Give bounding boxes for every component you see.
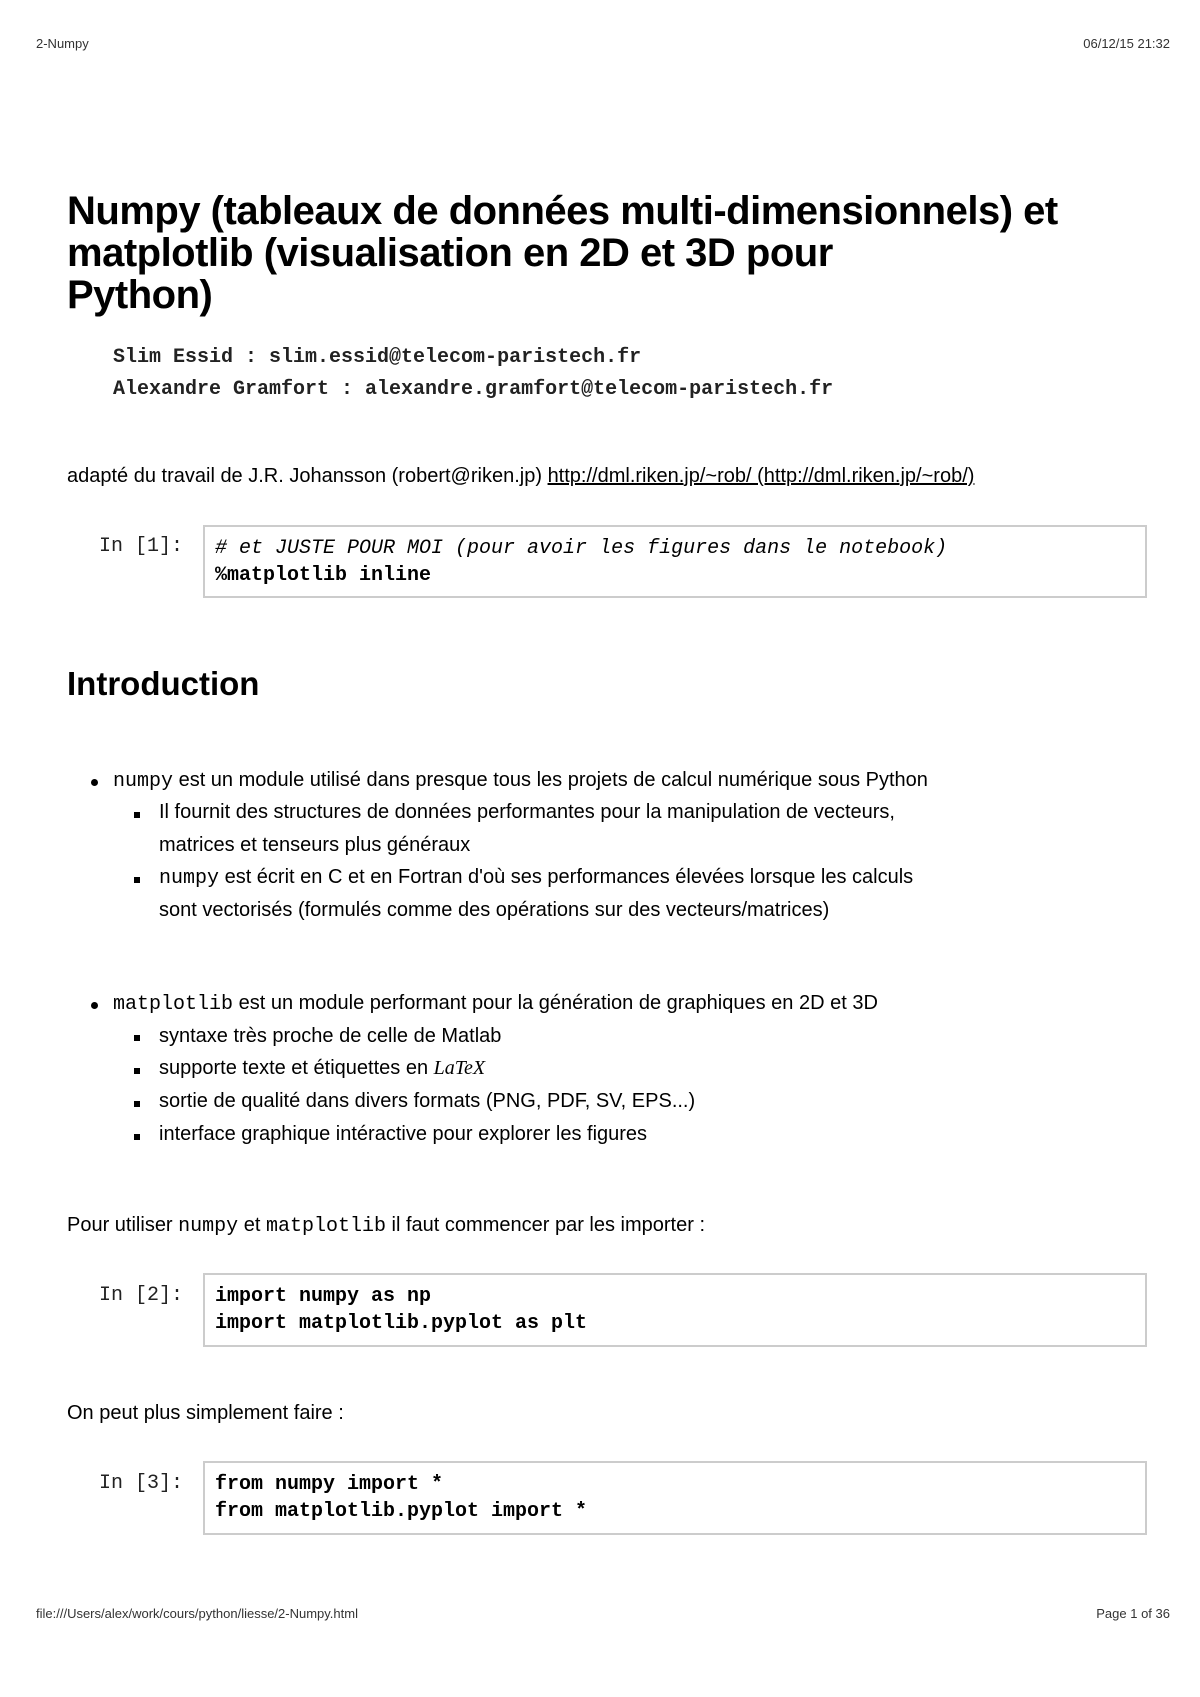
title-line: Python) (67, 273, 213, 317)
cell-prompt: In [2]: (99, 1284, 184, 1307)
footer-page-number: Page 1 of 36 (1096, 1606, 1170, 1621)
list-text: est un module performant pour la génération de graphiques en 2D et 3D (233, 992, 878, 1014)
author-line: Alexandre Gramfort : alexandre.gramfort@telecom-paristech.fr (113, 378, 834, 401)
square-bullet-icon (134, 877, 140, 883)
code-cell[interactable] (203, 1273, 1147, 1347)
text: et (238, 1214, 266, 1236)
code-cell[interactable] (203, 1461, 1147, 1535)
page-header-title: 2-Numpy (36, 36, 89, 51)
section-heading-introduction: Introduction (67, 665, 260, 702)
list-item (159, 866, 913, 890)
footer-url: file:///Users/alex/work/cours/python/liesse/2-Numpy.html (36, 1606, 358, 1621)
inline-code: numpy (178, 1215, 239, 1238)
list-text: est écrit en C et en Fortran d'où ses performances élevées lorsque les calculs (219, 866, 914, 888)
code-line: # et JUSTE POUR MOI (pour avoir les figures dans le notebook) (215, 537, 948, 560)
square-bullet-icon (134, 1134, 140, 1140)
code-cell[interactable] (203, 525, 1147, 598)
list-text: est un module utilisé dans presque tous les projets de calcul numérique sous Python (173, 769, 928, 791)
inline-code: numpy (113, 770, 174, 793)
code-line: import matplotlib.pyplot as plt (215, 1312, 588, 1335)
square-bullet-icon (134, 1101, 140, 1107)
text: il faut commencer par les importer : (386, 1214, 705, 1236)
simpler-paragraph: On peut plus simplement faire : (67, 1402, 344, 1424)
list-item (113, 992, 878, 1016)
title-line: matplotlib (visualisation en 2D et 3D pour (67, 231, 833, 275)
inline-code: matplotlib (265, 1215, 386, 1238)
list-item (113, 769, 928, 793)
author-line: Slim Essid : slim.essid@telecom-paristech.fr (113, 346, 642, 369)
list-text: Il fournit des structures de données performantes pour la manipulation de vecteurs, (159, 801, 895, 823)
bullet-icon (91, 779, 98, 786)
page-header-date: 06/12/15 21:32 (1083, 36, 1170, 51)
inline-code: matplotlib (113, 993, 234, 1016)
import-paragraph (67, 1214, 705, 1238)
page-title (67, 190, 1167, 316)
list-item (159, 1057, 485, 1080)
square-bullet-icon (134, 812, 140, 818)
code-line: %matplotlib inline (215, 564, 432, 587)
cell-prompt: In [1]: (99, 535, 184, 558)
bullet-icon (91, 1002, 98, 1009)
credit-text: adapté du travail de J.R. Johansson (robert@riken.jp) (67, 465, 542, 487)
title-line: Numpy (tableaux de données multi-dimensionnels) et (67, 189, 1058, 233)
cell-prompt: In [3]: (99, 1472, 184, 1495)
inline-code: numpy (159, 867, 220, 890)
latex-logo: LaTeX (433, 1057, 486, 1079)
list-text: sortie de qualité dans divers formats (PNG, PDF, SV, EPS...) (159, 1090, 696, 1112)
list-text: interface graphique intéractive pour explorer les figures (159, 1123, 648, 1145)
list-text: matrices et tenseurs plus généraux (159, 834, 471, 856)
code-line: import numpy as np (215, 1285, 432, 1308)
text: Pour utiliser (67, 1214, 179, 1236)
credit-line (67, 465, 974, 488)
credit-link[interactable]: http://dml.riken.jp/~rob/ (http://dml.riken.jp/~rob/) (547, 465, 975, 487)
list-text: supporte texte et étiquettes en (159, 1057, 434, 1079)
list-text: syntaxe très proche de celle de Matlab (159, 1025, 502, 1047)
square-bullet-icon (134, 1035, 140, 1041)
code-line: from matplotlib.pyplot import * (215, 1500, 588, 1523)
code-line: from numpy import * (215, 1473, 444, 1496)
square-bullet-icon (134, 1068, 140, 1074)
list-text: sont vectorisés (formulés comme des opérations sur des vecteurs/matrices) (159, 899, 830, 921)
